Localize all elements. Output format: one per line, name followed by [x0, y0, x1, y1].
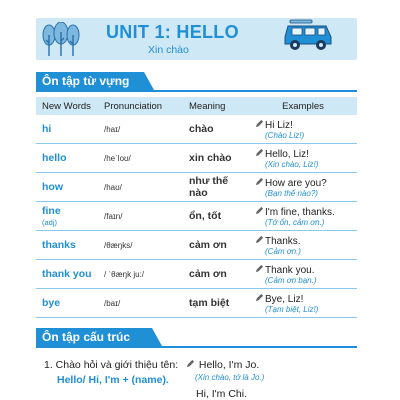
- vocab-example-cell: [249, 173, 357, 202]
- vocab-word: bye: [42, 296, 61, 309]
- pencil-icon: [255, 177, 265, 189]
- vocab-word-cell: [36, 115, 98, 144]
- vocab-example: [255, 119, 357, 131]
- vocab-example-text: I'm fine, thanks.: [265, 206, 335, 218]
- vocab-meaning: như thế nào: [189, 175, 229, 199]
- vocab-meaning-cell: [183, 173, 249, 202]
- vocab-meaning: chào: [189, 123, 214, 135]
- structure-section-title: Ôn tập cấu trúc: [42, 330, 131, 344]
- unit-banner: [36, 18, 357, 60]
- vocab-example-translation: (Cảm ơn bạn.): [265, 275, 317, 285]
- vocab-example-translation: (Bạn thế nào?): [265, 188, 318, 198]
- vocab-pronunciation: /haʊ/: [104, 182, 122, 192]
- structure-example-1: [186, 359, 259, 371]
- vocab-meaning: cảm ơn: [189, 268, 227, 280]
- vocab-meaning: ổn, tốt: [189, 210, 222, 222]
- vocab-meaning: tạm biệt: [189, 297, 230, 309]
- vocab-example-cell: [249, 115, 357, 144]
- col-header-meaning: Meaning: [183, 97, 249, 115]
- table-row: [36, 173, 357, 202]
- vocab-meaning-cell: [183, 144, 249, 173]
- vocab-example-translation: (Tạm biệt, Liz!): [265, 304, 319, 314]
- vocab-pronunciation: /heˈloʊ/: [104, 153, 131, 163]
- vocab-word-cell: [36, 173, 98, 202]
- col-header-pronunciation: Pronunciation: [98, 97, 183, 115]
- vocab-example-cell: [249, 289, 357, 318]
- pencil-icon: [255, 293, 265, 305]
- structure-item-pattern: Hello/ Hi, I'm + (name).: [57, 374, 169, 386]
- pencil-icon: [255, 235, 265, 247]
- vocab-pron-cell: [98, 173, 183, 202]
- vocab-table: [36, 97, 357, 318]
- table-row: [36, 260, 357, 289]
- vocab-example-cell: [249, 231, 357, 260]
- vocab-example-text: Hello, Liz!: [265, 148, 309, 160]
- vocab-example: [255, 264, 357, 276]
- pencil-icon: [255, 119, 265, 131]
- vocab-pron-cell: [98, 231, 183, 260]
- vocab-word-cell: [36, 289, 98, 318]
- col-header-examples: Examples: [249, 97, 357, 115]
- pencil-icon: [186, 359, 196, 371]
- vocab-example-text: Bye, Liz!: [265, 293, 304, 305]
- vocab-example-translation: (Cảm ơn.): [265, 246, 301, 256]
- vocab-pron-cell: [98, 289, 183, 318]
- structure-example-1-translation: (Xin chào, tớ là Jo.): [195, 373, 265, 382]
- vocab-pronunciation: /faɪn/: [104, 211, 123, 221]
- vocab-meaning-cell: [183, 202, 249, 231]
- vocab-pronunciation: / ˈθæŋk ju:/: [104, 269, 145, 279]
- car-icon: [282, 18, 334, 54]
- vocab-meaning: xin chào: [189, 152, 232, 164]
- vocab-word: fine: [42, 205, 61, 217]
- vocab-example-translation: (Chào Liz!): [265, 130, 305, 140]
- vocab-example: [255, 235, 357, 247]
- unit-title: UNIT 1: HELLO: [106, 22, 239, 42]
- vocab-word: how: [42, 180, 63, 193]
- vocab-word-cell: [36, 260, 98, 289]
- vocab-example: [255, 293, 357, 305]
- unit-subtitle: Xin chào: [148, 44, 189, 56]
- vocab-section-header: [36, 72, 357, 93]
- vocab-meaning-cell: [183, 260, 249, 289]
- vocab-word: thank you: [42, 267, 92, 280]
- vocab-pron-cell: [98, 202, 183, 231]
- vocab-example-text: Hi Liz!: [265, 119, 293, 131]
- table-row: [36, 144, 357, 173]
- vocab-example: [255, 206, 357, 218]
- pencil-icon: [255, 264, 265, 276]
- vocab-pron-cell: [98, 144, 183, 173]
- pencil-icon: [255, 148, 265, 160]
- trees-icon: [40, 22, 84, 58]
- vocab-word-cell: [36, 202, 98, 231]
- table-row: [36, 231, 357, 260]
- structure-section-header: [36, 328, 357, 349]
- vocab-meaning: cảm ơn: [189, 239, 227, 251]
- vocab-pron-cell: [98, 115, 183, 144]
- vocab-word-cell: [36, 231, 98, 260]
- vocab-example: [255, 148, 357, 160]
- vocab-pronunciation: /baɪ/: [104, 298, 121, 308]
- vocab-table-header: [36, 97, 357, 115]
- vocab-word-cell: [36, 144, 98, 173]
- col-header-new-words: New Words: [36, 97, 98, 115]
- vocab-example-text: Thanks.: [265, 235, 301, 247]
- vocab-meaning-cell: [183, 289, 249, 318]
- vocab-section-title: Ôn tập từ vựng: [42, 74, 130, 88]
- vocab-pronunciation: /haɪ/: [104, 124, 121, 134]
- vocab-pronunciation: /θæŋks/: [104, 240, 133, 250]
- vocab-meaning-cell: [183, 115, 249, 144]
- pencil-icon: [255, 206, 265, 218]
- vocab-word: hello: [42, 151, 67, 164]
- structure-item-label: 1. Chào hỏi và giới thiệu tên:: [44, 359, 179, 371]
- vocab-pron-cell: [98, 260, 183, 289]
- vocab-example-cell: [249, 260, 357, 289]
- vocab-word: thanks: [42, 238, 76, 251]
- table-row: [36, 202, 357, 231]
- structure-example-1-text: Hello, I'm Jo.: [198, 359, 260, 371]
- structure-example-2: Hi, I'm Chi.: [196, 388, 248, 400]
- vocab-example-translation: (Xin chào, Liz!): [265, 159, 319, 169]
- vocab-example-cell: [249, 144, 357, 173]
- vocab-example-cell: [249, 202, 357, 231]
- vocab-example: [255, 177, 357, 189]
- vocab-part-of-speech: (adj): [42, 218, 58, 227]
- vocab-word: hi: [42, 122, 52, 135]
- table-row: [36, 115, 357, 144]
- vocab-meaning-cell: [183, 231, 249, 260]
- vocab-example-translation: (Tớ ổn, cảm ơn.): [265, 217, 325, 227]
- vocab-example-text: How are you?: [265, 177, 327, 189]
- table-row: [36, 289, 357, 318]
- vocab-example-text: Thank you.: [265, 264, 315, 276]
